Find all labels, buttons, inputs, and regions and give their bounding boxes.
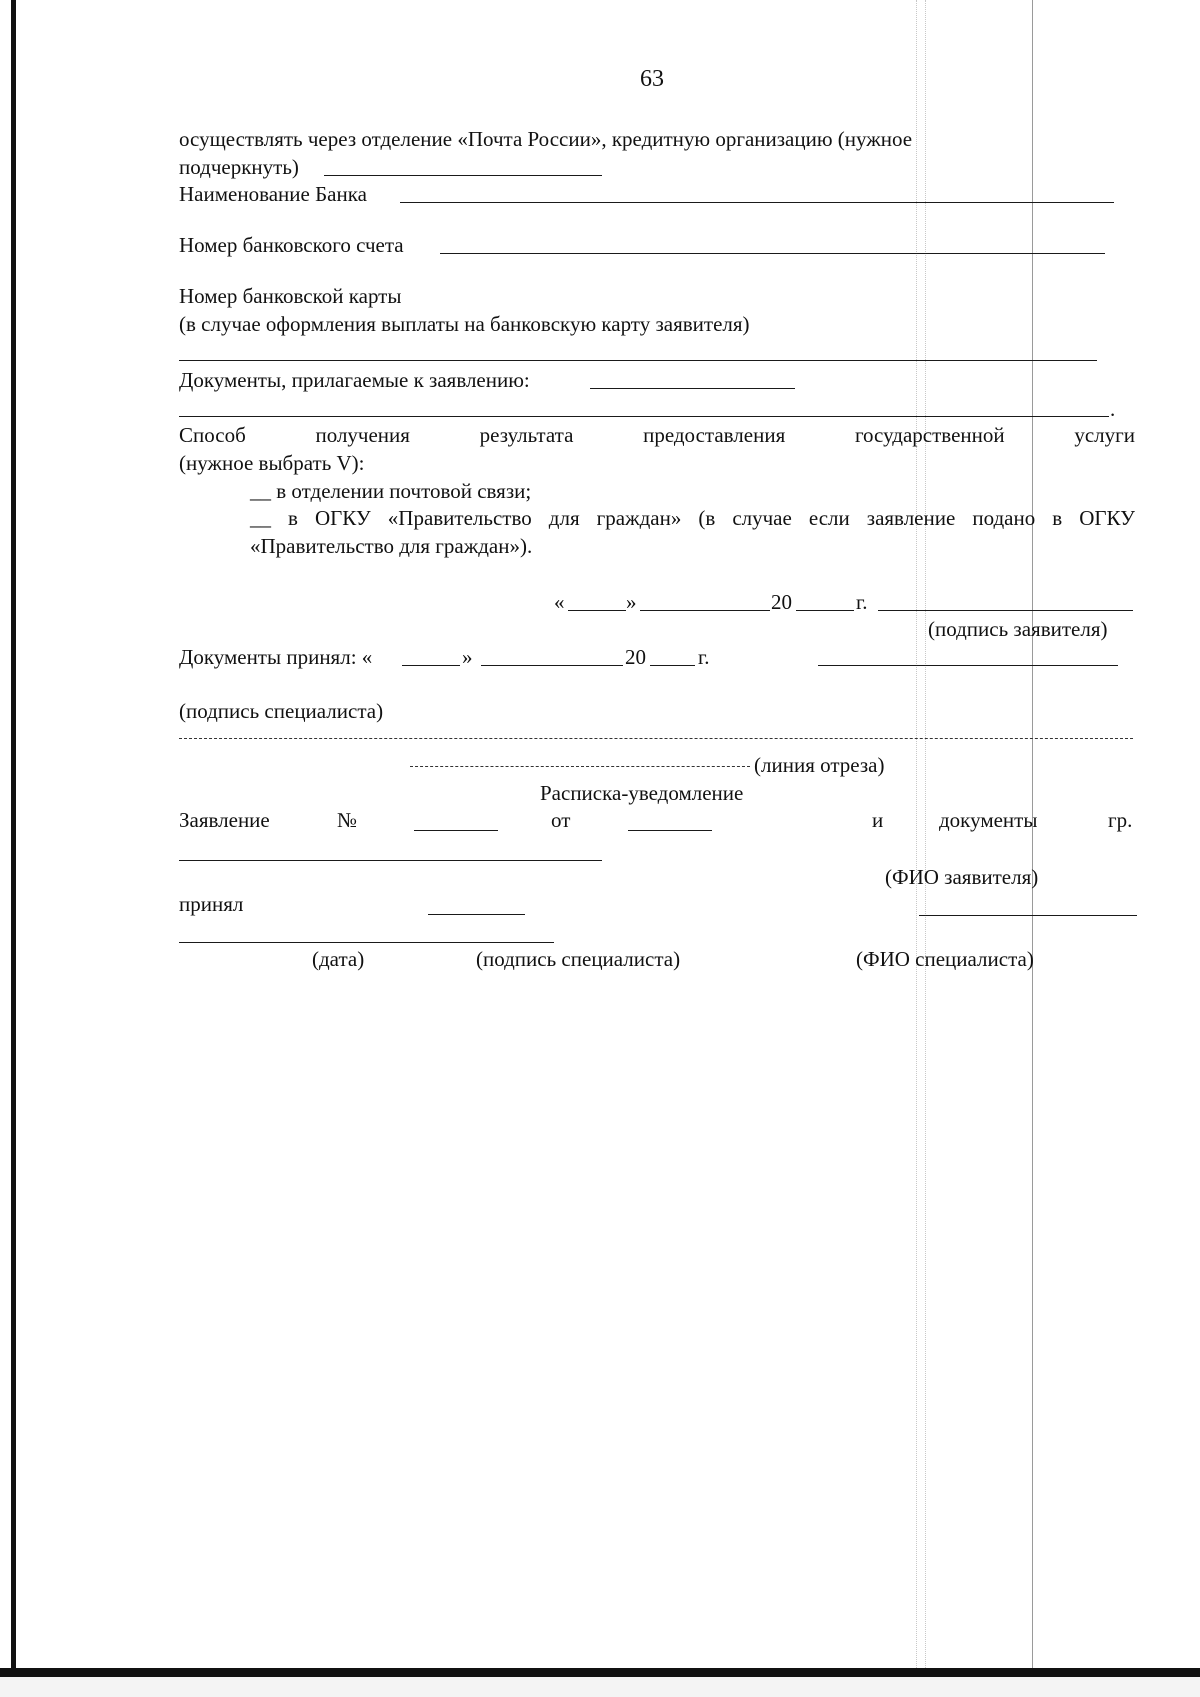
result-method-heading <box>179 422 1135 448</box>
word: ОГКУ <box>1079 506 1135 530</box>
word: «Правительство <box>387 506 532 530</box>
account-number-field[interactable] <box>440 253 1105 254</box>
bank-name-label: Наименование Банка <box>179 182 367 206</box>
accepted-year-suffix: г. <box>698 645 710 669</box>
scan-streak <box>1032 0 1033 1668</box>
receipt-documents-label: документы <box>939 808 1038 832</box>
date-year-suffix: г. <box>856 590 868 614</box>
word: подано <box>972 506 1036 530</box>
word: услуги <box>1074 423 1135 447</box>
receipt-specialist-fio-field[interactable] <box>919 915 1137 916</box>
word: случае <box>732 506 792 530</box>
result-method-hint: (нужное выбрать V): <box>179 451 365 475</box>
date-month-field[interactable] <box>640 610 770 611</box>
scan-margin-bottom <box>0 1677 1200 1697</box>
date-day-field[interactable] <box>568 610 626 611</box>
word: в <box>288 506 298 530</box>
payment-method-text: осуществлять через отделение «Почта России», кредитную организацию (нужное <box>179 127 913 151</box>
cut-line-short <box>410 766 750 767</box>
receipt-gr-label: гр. <box>1108 808 1133 832</box>
word: получения <box>315 423 410 447</box>
specialist-signature-caption: (подпись специалиста) <box>179 699 384 723</box>
receipt-specialist-sign-field[interactable] <box>179 942 554 943</box>
word: __ <box>250 506 271 530</box>
word: ОГКУ <box>314 506 371 530</box>
word: заявление <box>866 506 956 530</box>
accepted-label: принял <box>179 892 244 916</box>
scan-edge-bottom <box>0 1668 1200 1677</box>
option-ogku[interactable] <box>250 505 1135 531</box>
scan-streak <box>916 0 917 1668</box>
applicant-signature-caption: (подпись заявителя) <box>928 617 1108 641</box>
date-close-quote: » <box>626 590 637 614</box>
word: граждан» <box>596 506 682 530</box>
applicant-fio-field[interactable] <box>179 860 602 861</box>
accepted-day-field[interactable] <box>402 665 460 666</box>
word: если <box>808 506 850 530</box>
scan-edge-left <box>11 0 16 1672</box>
receipt-from-label: от <box>551 808 571 832</box>
accepted-signature-field[interactable] <box>818 665 1118 666</box>
word: предоставления <box>643 423 786 447</box>
date-caption: (дата) <box>312 947 365 971</box>
receipt-statement-label: Заявление <box>179 808 270 832</box>
receipt-number-field[interactable] <box>414 830 498 831</box>
accepted-year-prefix: 20 <box>625 645 646 669</box>
accepted-close-quote: » <box>462 645 473 669</box>
attached-docs-period: . <box>1110 397 1116 421</box>
card-number-note: (в случае оформления выплаты на банковскую карту заявителя) <box>179 312 750 336</box>
date-year-prefix: 20 <box>771 590 792 614</box>
underline-hint: подчеркнуть) <box>179 155 299 179</box>
receipt-date-field[interactable] <box>628 830 712 831</box>
applicant-signature-field[interactable] <box>878 610 1133 611</box>
word: для <box>548 506 580 530</box>
option-ogku-cont: «Правительство для граждан»). <box>250 534 533 558</box>
bank-name-field[interactable] <box>400 202 1114 203</box>
word: Способ <box>179 423 246 447</box>
receipt-title: Расписка-уведомление <box>540 781 744 805</box>
date-open-quote: « <box>554 590 565 614</box>
cut-line-full <box>179 738 1133 739</box>
card-number-field[interactable] <box>179 360 1097 361</box>
accepted-month-field[interactable] <box>481 665 623 666</box>
payment-method-blank[interactable] <box>324 175 602 176</box>
account-number-label: Номер банковского счета <box>179 233 404 257</box>
date-year-field[interactable] <box>796 610 854 611</box>
accepted-year-field[interactable] <box>650 665 695 666</box>
specialist-fio-caption: (ФИО специалиста) <box>856 947 1034 971</box>
option-post-office[interactable]: __ в отделении почтовой связи; <box>250 479 532 503</box>
word: в <box>1052 506 1063 530</box>
receipt-accepted-date-field[interactable] <box>428 914 525 915</box>
word: государственной <box>854 423 1005 447</box>
attached-docs-label: Документы, прилагаемые к заявлению: <box>179 368 530 392</box>
applicant-fio-caption: (ФИО заявителя) <box>885 865 1039 889</box>
receipt-and-label: и <box>872 808 884 832</box>
attached-docs-field-2[interactable] <box>179 416 1109 417</box>
cut-line-label: (линия отреза) <box>754 753 885 777</box>
card-number-label: Номер банковской карты <box>179 284 402 308</box>
scan-streak <box>925 0 926 1668</box>
page-number: 63 <box>640 66 664 92</box>
attached-docs-field[interactable] <box>590 388 795 389</box>
docs-accepted-label: Документы принял: « <box>179 645 373 669</box>
specialist-sign-caption: (подпись специалиста) <box>476 947 681 971</box>
word: (в <box>698 506 716 530</box>
word: результата <box>479 423 574 447</box>
receipt-number-sign: № <box>337 808 358 832</box>
